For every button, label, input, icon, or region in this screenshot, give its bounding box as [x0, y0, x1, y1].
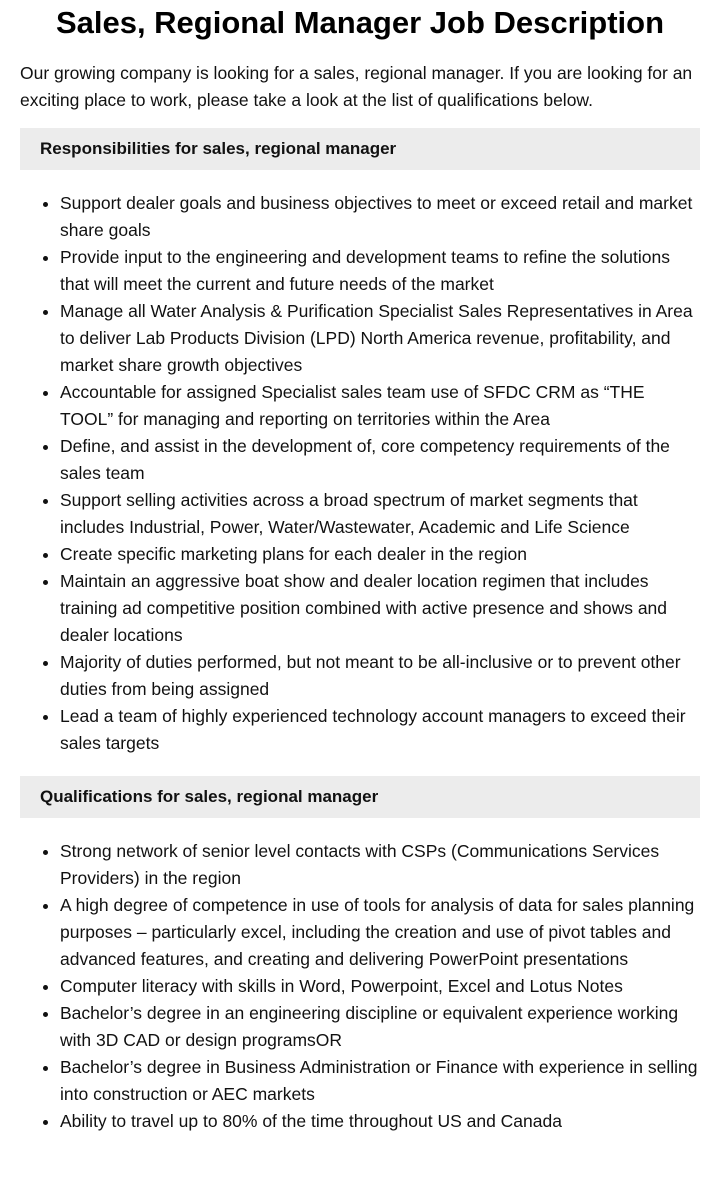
- responsibilities-header: Responsibilities for sales, regional manager: [20, 128, 700, 170]
- list-item: Manage all Water Analysis & Purification Specialist Sales Representatives in Area to deliver Lab Products Division (LPD) North America revenue, profitability, and market share growth objectives: [60, 298, 700, 379]
- list-item: Maintain an aggressive boat show and dealer location regimen that includes training ad competitive position combined with active presence and shows and dealer locations: [60, 568, 700, 649]
- list-item: Bachelor’s degree in an engineering discipline or equivalent experience working with 3D CAD or design programsOR: [60, 1000, 700, 1054]
- qualifications-list: [20, 838, 700, 1135]
- section-spacer: [20, 757, 700, 776]
- list-item: Provide input to the engineering and development teams to refine the solutions that will meet the current and future needs of the market: [60, 244, 700, 298]
- responsibilities-list: [20, 190, 700, 757]
- list-item: Support dealer goals and business objectives to meet or exceed retail and market share goals: [60, 190, 700, 244]
- list-item: Lead a team of highly experienced technology account managers to exceed their sales targets: [60, 703, 700, 757]
- list-item: Majority of duties performed, but not meant to be all-inclusive or to prevent other duties from being assigned: [60, 649, 700, 703]
- intro-paragraph: Our growing company is looking for a sales, regional manager. If you are looking for an exciting place to work, please take a look at the list of qualifications below.: [20, 63, 693, 110]
- list-item: Ability to travel up to 80% of the time throughout US and Canada: [60, 1108, 700, 1135]
- list-item: Computer literacy with skills in Word, Powerpoint, Excel and Lotus Notes: [60, 973, 700, 1000]
- qualifications-header: Qualifications for sales, regional manager: [20, 776, 700, 818]
- list-item: Bachelor’s degree in Business Administration or Finance with experience in selling into construction or AEC markets: [60, 1054, 700, 1108]
- page-title: Sales, Regional Manager Job Description: [55, 5, 665, 40]
- list-item: A high degree of competence in use of tools for analysis of data for sales planning purposes – particularly excel, including the creation and use of pivot tables and advanced features, and creating and delivering PowerPoint presentations: [60, 892, 700, 973]
- list-item: Strong network of senior level contacts with CSPs (Communications Services Providers) in the region: [60, 838, 700, 892]
- list-item: Accountable for assigned Specialist sales team use of SFDC CRM as “THE TOOL” for managing and reporting on territories within the Area: [60, 379, 700, 433]
- list-item: Define, and assist in the development of, core competency requirements of the sales team: [60, 433, 700, 487]
- list-item: Support selling activities across a broad spectrum of market segments that includes Industrial, Power, Water/Wastewater, Academic and Life Science: [60, 487, 700, 541]
- list-item: Create specific marketing plans for each dealer in the region: [60, 541, 700, 568]
